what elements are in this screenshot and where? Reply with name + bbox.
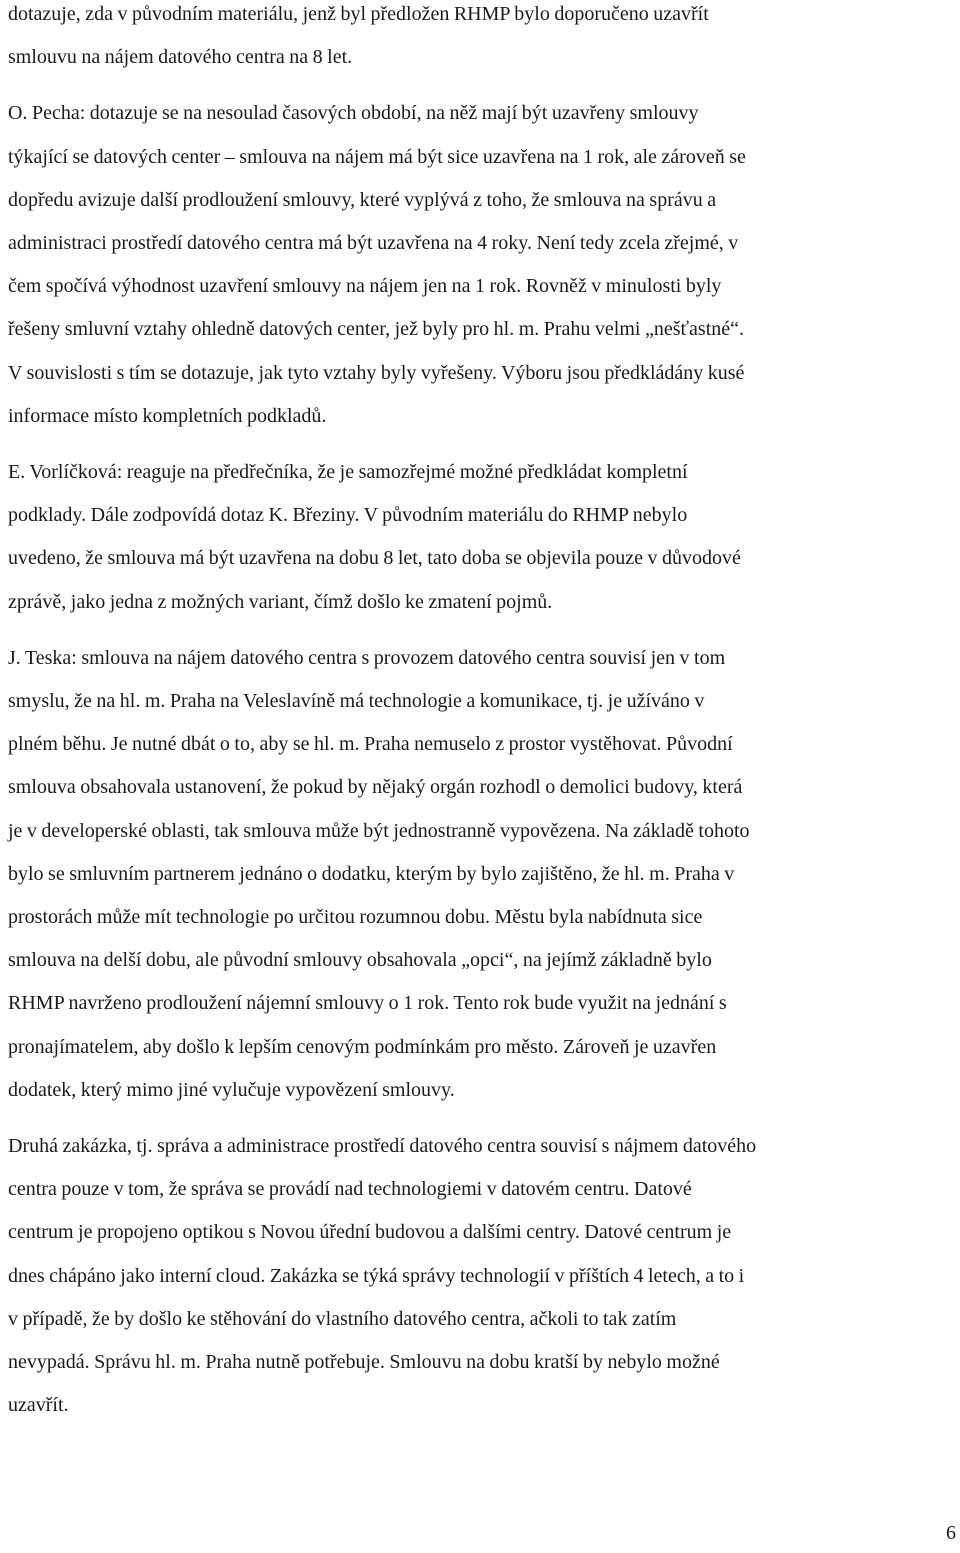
text-line: centra pouze v tom, že správa se provádí nad technologiemi v datovém centru. Datové: [8, 1178, 692, 1201]
text-line: dopředu avizuje další prodloužení smlouvy, které vyplývá z toho, že smlouva na správu a: [8, 188, 717, 211]
text-line: v případě, že by došlo ke stěhování do vlastního datového centra, ačkoli to tak zatím: [8, 1307, 677, 1330]
text-line: smyslu, že na hl. m. Praha na Veleslavíně má technologie a komunikace, tj. je užíváno v: [8, 690, 705, 713]
paragraph-teska: [8, 637, 954, 1112]
text-line: uvedeno, že smlouva má být uzavřena na dobu 8 let, tato doba se objevila pouze v důvodové: [8, 547, 741, 570]
document-page: [8, 0, 954, 1428]
page-number: 6: [946, 1522, 956, 1544]
text-line: dodatek, který mimo jiné vylučuje vypovězení smlouvy.: [8, 1078, 455, 1101]
text-line: dotazuje, zda v původním materiálu, jenž byl předložen RHMP bylo doporučeno uzavřít: [8, 3, 709, 25]
paragraph-pecha: [8, 92, 954, 438]
text-line: uzavřít.: [8, 1394, 69, 1417]
text-line: pronajímatelem, aby došlo k lepším cenovým podmínkám pro město. Zároveň je uzavřen: [8, 1035, 717, 1058]
text-line: RHMP navrženo prodloužení nájemní smlouvy o 1 rok. Tento rok bude využit na jednání s: [8, 992, 727, 1015]
text-line: týkající se datových center – smlouva na nájem má být sice uzavřena na 1 rok, ale zároveň se: [8, 145, 746, 168]
text-line: čem spočívá výhodnost uzavření smlouvy na nájem jen na 1 rok. Rovněž v minulosti byly: [8, 275, 722, 298]
text-line: informace místo kompletních podkladů.: [8, 404, 327, 427]
text-line: J. Teska: smlouva na nájem datového centra s provozem datového centra souvisí jen v tom: [8, 646, 726, 669]
text-line: zprávě, jako jedna z možných variant, čímž došlo ke zmatení pojmů.: [8, 590, 553, 613]
paragraph-vorlickova: [8, 451, 954, 624]
text-line: dnes chápáno jako interní cloud. Zakázka se týká správy technologií v příštích 4 letech, a to i: [8, 1264, 745, 1287]
text-line: řešeny smluvní vztahy ohledně datových center, jež byly pro hl. m. Prahu velmi „nešťastné“.: [8, 318, 745, 341]
text-line: centrum je propojeno optikou s Novou úřední budovou a dalšími centry. Datové centrum je: [8, 1221, 732, 1244]
text-line: je v developerské oblasti, tak smlouva může být jednostranně vypovězena. Na základě tohoto: [8, 819, 750, 842]
text-line: bylo se smluvním partnerem jednáno o dodatku, kterým by bylo zajištěno, že hl. m. Praha v: [8, 862, 735, 885]
paragraph-continuation: [8, 0, 954, 79]
text-line: plném běhu. Je nutné dbát o to, aby se hl. m. Praha nemuselo z prostor vystěhovat. Původní: [8, 733, 733, 756]
text-line: administraci prostředí datového centra má být uzavřena na 4 roky. Není tedy zcela zřejmé, v: [8, 232, 739, 255]
text-line: nevypadá. Správu hl. m. Praha nutně potřebuje. Smlouvu na dobu kratší by nebylo možné: [8, 1351, 720, 1374]
text-line: E. Vorlíčková: reaguje na předřečníka, že je samozřejmé možné předkládat kompletní: [8, 461, 688, 484]
text-line: Druhá zakázka, tj. správa a administrace prostředí datového centra souvisí s nájmem datového: [8, 1135, 757, 1158]
text-line: podklady. Dále zodpovídá dotaz K. Březiny. V původním materiálu do RHMP nebylo: [8, 504, 688, 527]
text-line: smlouva na delší dobu, ale původní smlouvy obsahovala „opci“, na jejímž základně bylo: [8, 949, 712, 972]
text-line: smlouvu na nájem datového centra na 8 let.: [8, 46, 353, 69]
text-line: V souvislosti s tím se dotazuje, jak tyto vztahy byly vyřešeny. Výboru jsou předkládány kusé: [8, 361, 745, 384]
text-line: prostorách může mít technologie po určitou rozumnou dobu. Městu byla nabídnuta sice: [8, 906, 703, 929]
paragraph-druha-zakazka: [8, 1125, 954, 1427]
text-line: smlouva obsahovala ustanovení, že pokud by nějaký orgán rozhodl o demolici budovy, která: [8, 776, 743, 799]
text-line: O. Pecha: dotazuje se na nesoulad časových období, na něž mají být uzavřeny smlouvy: [8, 102, 699, 125]
